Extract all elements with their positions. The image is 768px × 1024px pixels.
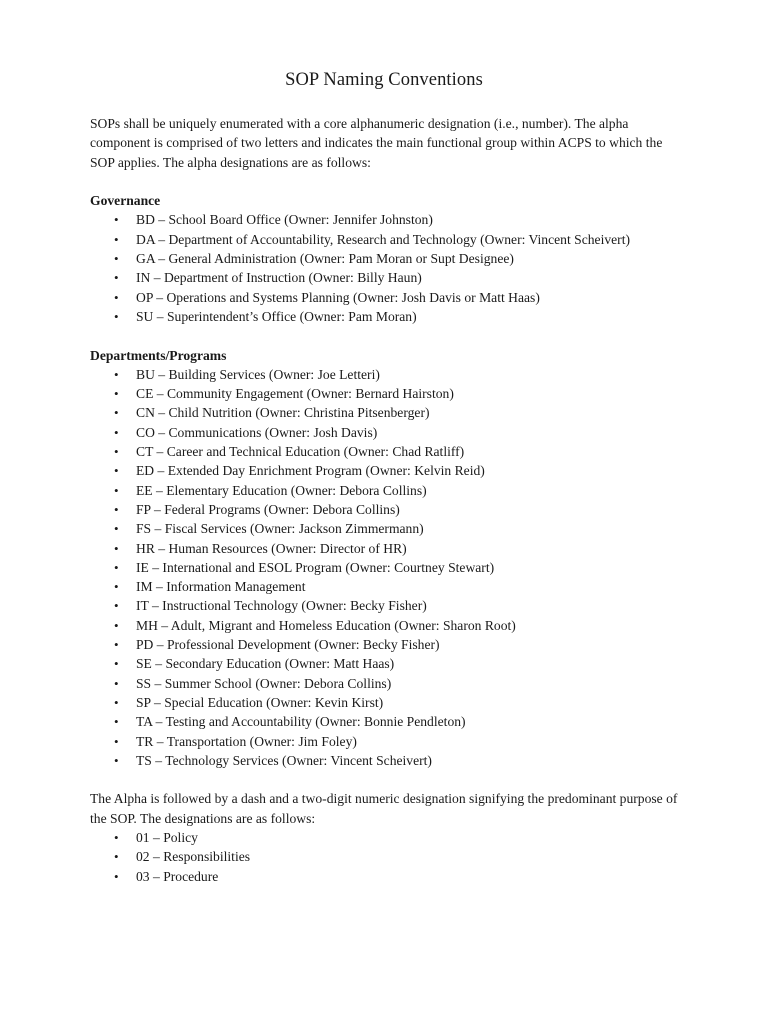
governance-list: [90, 210, 680, 326]
list-item-text: SS – Summer School (Owner: Debora Collins): [136, 675, 392, 691]
list-item: [90, 481, 680, 500]
spacer: [90, 770, 680, 789]
bullet-icon: •: [114, 501, 119, 517]
list-item-text: 03 – Procedure: [136, 868, 219, 884]
bullet-icon: •: [114, 868, 119, 884]
list-item-text: IN – Department of Instruction (Owner: Billy Haun): [136, 270, 422, 286]
list-item-text: SP – Special Education (Owner: Kevin Kirst): [136, 694, 384, 710]
spacer: [90, 172, 680, 191]
list-item-text: GA – General Administration (Owner: Pam Moran or Supt Designee): [136, 251, 514, 267]
list-item: [90, 674, 680, 693]
bullet-icon: •: [114, 656, 119, 672]
list-item-text: BD – School Board Office (Owner: Jennifer Johnston): [136, 212, 433, 228]
list-item-text: 01 – Policy: [136, 829, 198, 845]
bullet-icon: •: [114, 559, 119, 575]
list-item-text: CE – Community Engagement (Owner: Bernard Hairston): [136, 386, 454, 402]
list-item: [90, 654, 680, 673]
list-item-text: MH – Adult, Migrant and Homeless Education (Owner: Sharon Root): [136, 617, 516, 633]
bullet-icon: •: [114, 251, 119, 267]
list-item-text: ED – Extended Day Enrichment Program (Owner: Kelvin Reid): [136, 463, 485, 479]
list-item-text: IT – Instructional Technology (Owner: Becky Fisher): [136, 598, 427, 614]
section-heading-departments: Departments/Programs: [90, 347, 227, 363]
bullet-icon: •: [114, 752, 119, 768]
list-item: [90, 365, 680, 384]
bullet-icon: •: [114, 829, 119, 845]
list-item-text: IE – International and ESOL Program (Owner: Courtney Stewart): [136, 559, 495, 575]
list-item: [90, 712, 680, 731]
list-item-text: TS – Technology Services (Owner: Vincent Scheivert): [136, 752, 432, 768]
intro-paragraph: SOPs shall be uniquely enumerated with a core alphanumeric designation (i.e., number). The alpha component is comprised of two letters and indicates the main functional group within ACPS to which the SOP applies. The alpha designations are as follows:: [90, 116, 663, 170]
bullet-icon: •: [114, 231, 119, 247]
bullet-icon: •: [114, 521, 119, 537]
numeric-designations-list: [90, 828, 680, 886]
bullet-icon: •: [114, 463, 119, 479]
list-item: [90, 384, 680, 403]
list-item: [90, 577, 680, 596]
list-item: [90, 230, 680, 249]
list-item: [90, 442, 680, 461]
list-item-text: CT – Career and Technical Education (Owner: Chad Ratliff): [136, 444, 465, 460]
list-item: [90, 461, 680, 480]
bullet-icon: •: [114, 482, 119, 498]
bullet-icon: •: [114, 694, 119, 710]
list-item: [90, 500, 680, 519]
bullet-icon: •: [114, 714, 119, 730]
bullet-icon: •: [114, 308, 119, 324]
list-item: [90, 539, 680, 558]
bullet-icon: •: [114, 733, 119, 749]
list-item: [90, 403, 680, 422]
list-item-text: PD – Professional Development (Owner: Becky Fisher): [136, 637, 440, 653]
bullet-icon: •: [114, 849, 119, 865]
list-item-text: 02 – Responsibilities: [136, 849, 251, 865]
section-heading-governance: Governance: [90, 193, 161, 209]
list-item-text: SE – Secondary Education (Owner: Matt Haas): [136, 656, 395, 672]
list-item-text: HR – Human Resources (Owner: Director of HR): [136, 540, 407, 556]
departments-list: [90, 365, 680, 770]
bullet-icon: •: [114, 579, 119, 595]
list-item-text: SU – Superintendent’s Office (Owner: Pam Moran): [136, 308, 417, 324]
bullet-icon: •: [114, 270, 119, 286]
list-item-text: TA – Testing and Accountability (Owner: Bonnie Pendleton): [136, 714, 466, 730]
bullet-icon: •: [114, 405, 119, 421]
bullet-icon: •: [114, 598, 119, 614]
bullet-icon: •: [114, 289, 119, 305]
list-item: [90, 616, 680, 635]
list-item-text: FP – Federal Programs (Owner: Debora Collins): [136, 501, 400, 517]
list-item: [90, 867, 680, 886]
list-item-text: FS – Fiscal Services (Owner: Jackson Zimmermann): [136, 521, 424, 537]
list-item: [90, 288, 680, 307]
list-item: [90, 210, 680, 229]
list-item: [90, 828, 680, 847]
list-item: [90, 249, 680, 268]
list-item: [90, 423, 680, 442]
list-item: [90, 519, 680, 538]
list-item: [90, 596, 680, 615]
list-item: [90, 558, 680, 577]
closing-paragraph: The Alpha is followed by a dash and a two-digit numeric designation signifying the predominant purpose of the SOP. The designations are as follows:: [90, 791, 678, 826]
list-item-text: OP – Operations and Systems Planning (Owner: Josh Davis or Matt Haas): [136, 289, 540, 305]
list-item-text: CN – Child Nutrition (Owner: Christina Pitsenberger): [136, 405, 430, 421]
list-item: [90, 693, 680, 712]
list-item-text: DA – Department of Accountability, Research and Technology (Owner: Vincent Scheivert): [136, 231, 631, 247]
bullet-icon: •: [114, 212, 119, 228]
bullet-icon: •: [114, 637, 119, 653]
list-item-text: TR – Transportation (Owner: Jim Foley): [136, 733, 357, 749]
bullet-icon: •: [114, 444, 119, 460]
list-item: [90, 751, 680, 770]
list-item: [90, 635, 680, 654]
list-item: [90, 732, 680, 751]
list-item-text: IM – Information Management: [136, 579, 306, 595]
list-item: [90, 268, 680, 287]
document-body: [90, 114, 680, 886]
list-item: [90, 307, 680, 326]
bullet-icon: •: [114, 366, 119, 382]
bullet-icon: •: [114, 675, 119, 691]
bullet-icon: •: [114, 540, 119, 556]
list-item: [90, 847, 680, 866]
page-title: SOP Naming Conventions: [285, 70, 483, 90]
bullet-icon: •: [114, 424, 119, 440]
bullet-icon: •: [114, 617, 119, 633]
list-item-text: EE – Elementary Education (Owner: Debora Collins): [136, 482, 427, 498]
bullet-icon: •: [114, 386, 119, 402]
spacer: [90, 326, 680, 345]
list-item-text: BU – Building Services (Owner: Joe Letteri): [136, 366, 380, 382]
list-item-text: CO – Communications (Owner: Josh Davis): [136, 424, 378, 440]
